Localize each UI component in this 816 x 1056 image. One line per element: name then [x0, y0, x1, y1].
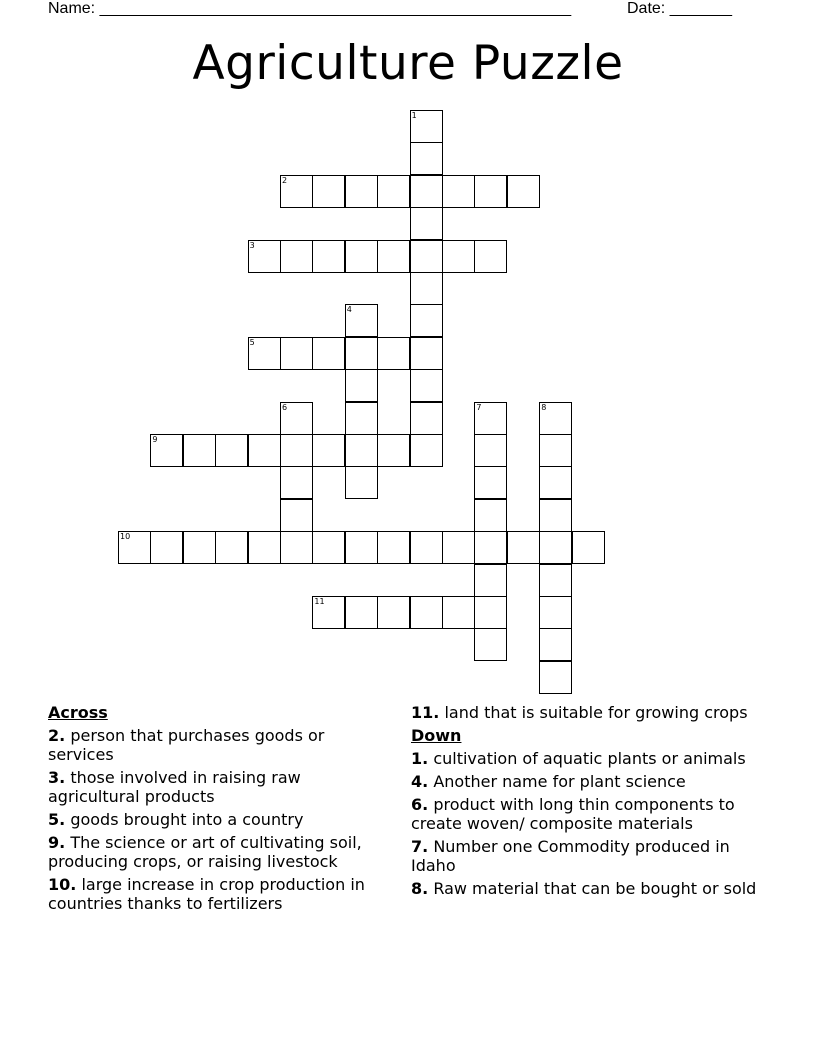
- grid-cell[interactable]: [507, 531, 540, 564]
- grid-cell[interactable]: [410, 240, 443, 273]
- grid-cell[interactable]: [345, 369, 378, 402]
- clue-number: 5.: [48, 810, 66, 829]
- grid-cell[interactable]: [507, 175, 540, 208]
- across-clue-11: [411, 703, 771, 722]
- clue-text: large increase in crop production in countries thanks to fertilizers: [48, 875, 365, 913]
- grid-cell[interactable]: [150, 531, 183, 564]
- grid-cell[interactable]: [118, 531, 151, 564]
- cell-number: 5: [249, 337, 255, 347]
- grid-cell[interactable]: [215, 434, 248, 467]
- grid-cell[interactable]: [410, 110, 443, 143]
- grid-cell[interactable]: [442, 531, 475, 564]
- grid-cell[interactable]: [345, 240, 378, 273]
- grid-cell[interactable]: [474, 499, 507, 532]
- grid-cell[interactable]: [474, 564, 507, 597]
- grid-cell[interactable]: [474, 402, 507, 435]
- grid-cell[interactable]: [442, 596, 475, 629]
- clue-number: 3.: [48, 768, 66, 787]
- clue-text: cultivation of aquatic plants or animals: [433, 749, 746, 768]
- clue-number: 2.: [48, 726, 66, 745]
- grid-cell[interactable]: [345, 596, 378, 629]
- grid-cell[interactable]: [539, 596, 572, 629]
- grid-cell[interactable]: [377, 337, 410, 370]
- down-heading: Down: [411, 726, 462, 745]
- grid-cell[interactable]: [345, 402, 378, 435]
- clues-right-column: [411, 703, 771, 902]
- grid-cell[interactable]: [377, 175, 410, 208]
- grid-cell[interactable]: [345, 466, 378, 499]
- grid-cell[interactable]: [345, 531, 378, 564]
- grid-cell[interactable]: [474, 240, 507, 273]
- grid-cell[interactable]: [345, 175, 378, 208]
- cell-number: 10: [120, 532, 131, 542]
- down-clue-8: [411, 879, 771, 898]
- grid-cell[interactable]: [474, 175, 507, 208]
- grid-cell[interactable]: [539, 434, 572, 467]
- grid-cell[interactable]: [312, 337, 345, 370]
- grid-cell[interactable]: [312, 531, 345, 564]
- grid-cell[interactable]: [150, 434, 183, 467]
- grid-cell[interactable]: [280, 402, 313, 435]
- clue-text: person that purchases goods or services: [48, 726, 325, 764]
- clue-text: Number one Commodity produced in Idaho: [411, 837, 730, 875]
- grid-cell[interactable]: [248, 434, 281, 467]
- cell-number: 2: [282, 175, 288, 185]
- grid-cell[interactable]: [410, 369, 443, 402]
- cell-number: 6: [282, 402, 288, 412]
- name-field-label: Name: _____________________________________________________: [48, 0, 572, 17]
- clue-number: 9.: [48, 833, 66, 852]
- cell-number: 1: [411, 111, 417, 120]
- grid-cell[interactable]: [345, 337, 378, 370]
- grid-cell[interactable]: [377, 240, 410, 273]
- date-field-label: Date: _______: [627, 0, 732, 17]
- grid-cell[interactable]: [312, 596, 345, 629]
- grid-cell[interactable]: [539, 402, 572, 435]
- clue-text: The science or art of cultivating soil, producing crops, or raising livestock: [48, 833, 362, 871]
- clue-number: 10.: [48, 875, 77, 894]
- grid-cell[interactable]: [280, 434, 313, 467]
- grid-cell[interactable]: [410, 434, 443, 467]
- cell-number: 3: [249, 240, 255, 250]
- clue-text: land that is suitable for growing crops: [444, 703, 748, 722]
- cell-number: 7: [476, 402, 482, 412]
- grid-cell[interactable]: [312, 434, 345, 467]
- grid-cell[interactable]: [410, 596, 443, 629]
- grid-cell[interactable]: [183, 531, 216, 564]
- grid-cell[interactable]: [410, 142, 443, 175]
- grid-cell[interactable]: [248, 337, 281, 370]
- across-clue-10: [48, 875, 393, 913]
- clue-number: 4.: [411, 772, 429, 791]
- clue-number: 6.: [411, 795, 429, 814]
- grid-cell[interactable]: [410, 337, 443, 370]
- grid-cell[interactable]: [410, 304, 443, 337]
- cell-number: 8: [541, 402, 547, 412]
- grid-cell[interactable]: [539, 499, 572, 532]
- grid-cell[interactable]: [345, 434, 378, 467]
- grid-cell[interactable]: [345, 304, 378, 337]
- down-clue-1: [411, 749, 771, 768]
- grid-cell[interactable]: [280, 240, 313, 273]
- grid-cell[interactable]: [280, 175, 313, 208]
- grid-cell[interactable]: [377, 596, 410, 629]
- grid-cell[interactable]: [280, 499, 313, 532]
- grid-cell[interactable]: [312, 240, 345, 273]
- grid-cell[interactable]: [377, 434, 410, 467]
- down-clue-7: [411, 837, 771, 875]
- clue-text: product with long thin components to create woven/ composite materials: [411, 795, 735, 833]
- across-clue-5: [48, 810, 393, 829]
- grid-cell[interactable]: [539, 661, 572, 694]
- clues-left-column: [48, 703, 393, 917]
- clue-text: goods brought into a country: [70, 810, 304, 829]
- grid-cell[interactable]: [572, 531, 605, 564]
- grid-cell[interactable]: [474, 466, 507, 499]
- across-heading: Across: [48, 703, 108, 722]
- page-title: Agriculture Puzzle: [192, 36, 624, 91]
- grid-cell[interactable]: [474, 596, 507, 629]
- clue-number: 1.: [411, 749, 429, 768]
- across-clue-9: [48, 833, 393, 871]
- cell-number: 4: [346, 305, 352, 315]
- across-clue-3: [48, 768, 393, 806]
- clue-text: Another name for plant science: [433, 772, 686, 791]
- across-clue-2: [48, 726, 393, 764]
- grid-cell[interactable]: [474, 628, 507, 661]
- grid-cell[interactable]: [280, 531, 313, 564]
- grid-cell[interactable]: [442, 175, 475, 208]
- grid-cell[interactable]: [280, 466, 313, 499]
- grid-cell[interactable]: [410, 531, 443, 564]
- grid-cell[interactable]: [442, 240, 475, 273]
- grid-cell[interactable]: [183, 434, 216, 467]
- grid-cell[interactable]: [215, 531, 248, 564]
- grid-cell[interactable]: [410, 272, 443, 305]
- clue-number: 8.: [411, 879, 429, 898]
- grid-cell[interactable]: [410, 175, 443, 208]
- grid-cell[interactable]: [377, 531, 410, 564]
- grid-cell[interactable]: [312, 175, 345, 208]
- grid-cell[interactable]: [248, 531, 281, 564]
- clue-number: 11.: [411, 703, 440, 722]
- clue-number: 7.: [411, 837, 429, 856]
- grid-cell[interactable]: [280, 337, 313, 370]
- down-clue-4: [411, 772, 771, 791]
- grid-cell[interactable]: [474, 531, 507, 564]
- clue-text: those involved in raising raw agricultural products: [48, 768, 301, 806]
- grid-cell[interactable]: [539, 564, 572, 597]
- grid-cell[interactable]: [248, 240, 281, 273]
- grid-cell[interactable]: [539, 531, 572, 564]
- clue-text: Raw material that can be bought or sold: [433, 879, 757, 898]
- grid-cell[interactable]: [474, 434, 507, 467]
- cell-number: 9: [152, 435, 158, 444]
- grid-cell[interactable]: [410, 402, 443, 435]
- down-clue-6: [411, 795, 771, 833]
- grid-cell[interactable]: [539, 628, 572, 661]
- grid-cell[interactable]: [539, 466, 572, 499]
- cell-number: 11: [314, 597, 325, 606]
- grid-cell[interactable]: [410, 207, 443, 240]
